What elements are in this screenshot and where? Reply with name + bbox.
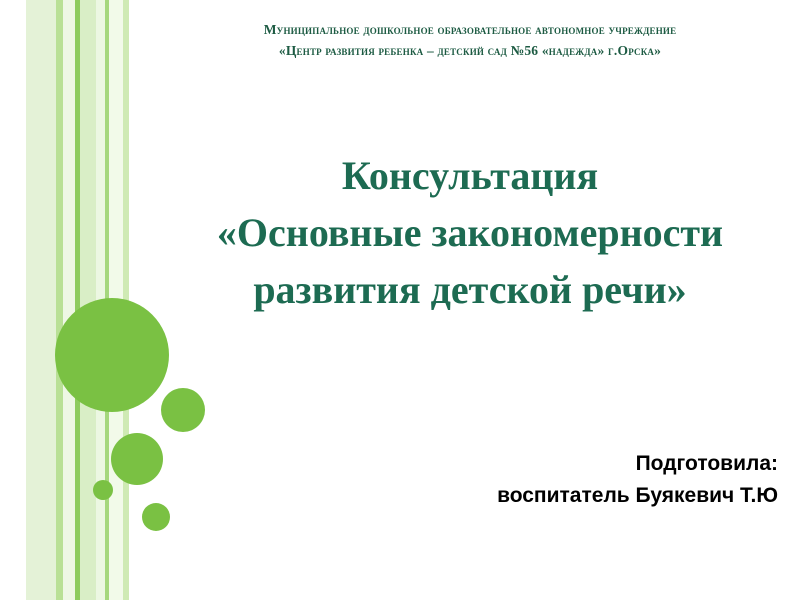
slide-title-line-2: «Основные закономерности (216, 209, 724, 255)
decorative-circle-2 (161, 388, 205, 432)
organization-header (160, 20, 780, 62)
decorative-circle-3 (111, 433, 163, 485)
slide-title-line-1: Консультация (341, 153, 599, 198)
decorative-stripe-4 (63, 0, 75, 600)
slide-title (150, 148, 790, 318)
slide-title-line-3: развития детской речи» (253, 266, 687, 312)
author-block (218, 448, 778, 511)
decorative-stripe-1 (0, 0, 26, 600)
author-name: воспитатель Буякевич Т.Ю (497, 483, 778, 507)
decorative-stripe-3 (56, 0, 63, 600)
author-label: Подготовила: (635, 452, 778, 475)
decorative-stripe-2 (26, 0, 56, 600)
decorative-circle-5 (142, 503, 170, 531)
decorative-circle-4 (93, 480, 113, 500)
organization-header-line-1: Муниципальное дошкольное образовательное автономное учреждение (263, 22, 677, 37)
organization-header-line-2: «Центр развития ребенка – детский сад №56 «надежда» г.Орска» (278, 42, 662, 58)
